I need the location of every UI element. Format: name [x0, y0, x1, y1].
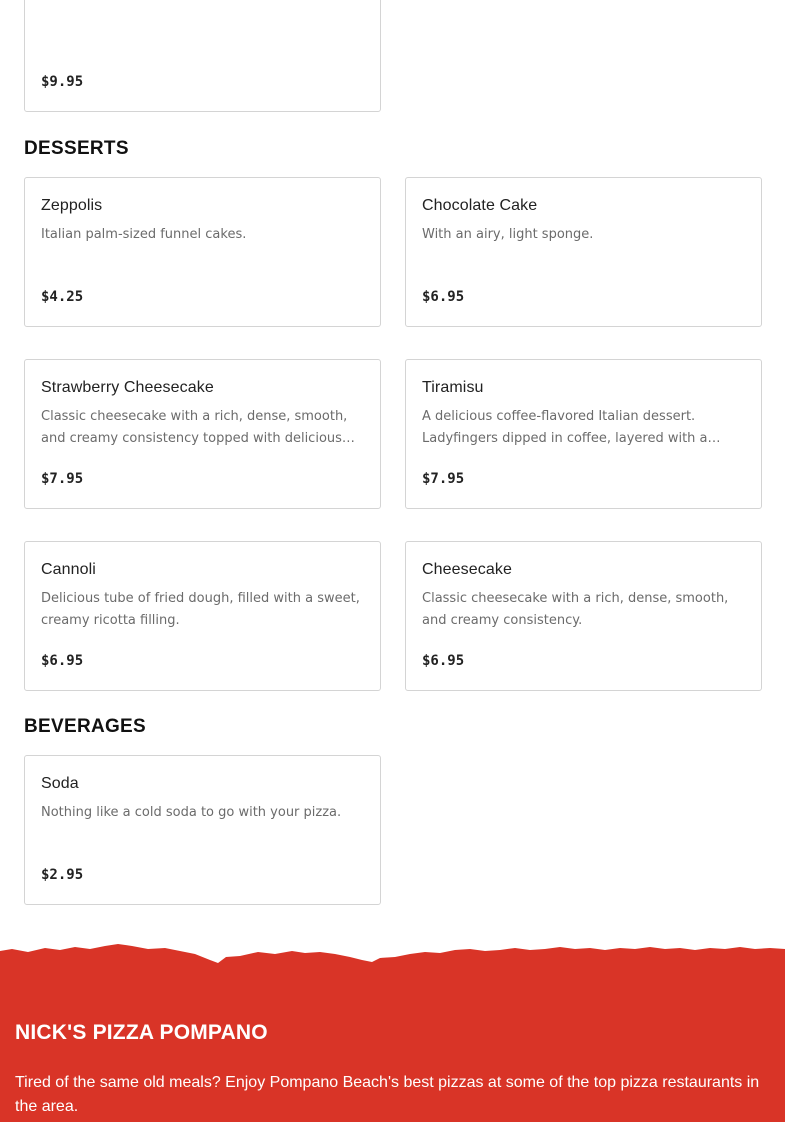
section-title-desserts: DESSERTS	[24, 138, 129, 159]
menu-item-card-strawberry-cheesecake[interactable]	[24, 359, 381, 509]
menu-item-price: $7.95	[422, 471, 465, 487]
menu-item-description: Classic cheesecake with a rich, dense, smooth, and creamy consistency topped with delicious…	[41, 409, 355, 446]
menu-item-name: Zeppolis	[41, 197, 103, 214]
menu-item-name: Cheesecake	[422, 561, 512, 578]
menu-item-name: Strawberry Cheesecake	[41, 379, 214, 396]
menu-item-price: $4.25	[41, 289, 84, 305]
menu-item-description: With an airy, light sponge.	[422, 227, 594, 242]
menu-item-description: A delicious coffee-flavored Italian dessert. Ladyfingers dipped in coffee, layered with a…	[422, 409, 721, 446]
menu-item-name: Cannoli	[41, 561, 96, 578]
menu-item-card[interactable]	[24, 0, 381, 112]
menu-item-card-cheesecake[interactable]	[405, 541, 762, 691]
menu-item-price: $6.95	[41, 653, 84, 669]
menu-item-price: $6.95	[422, 653, 465, 669]
menu-item-description: Classic cheesecake with a rich, dense, smooth, and creamy consistency.	[422, 591, 729, 628]
menu-item-name: Chocolate Cake	[422, 197, 538, 214]
footer-title: NICK'S PIZZA POMPANO	[15, 1021, 268, 1044]
menu-item-card-zeppolis[interactable]	[24, 177, 381, 327]
menu-item-price: $7.95	[41, 471, 84, 487]
footer-description: Tired of the same old meals? Enjoy Pompano Beach's best pizzas at some of the top pizza restaurants in the area.	[15, 1074, 760, 1115]
menu-item-card-chocolate-cake[interactable]	[405, 177, 762, 327]
menu-item-description: Delicious tube of fried dough, filled with a sweet, creamy ricotta filling.	[41, 591, 360, 628]
menu-item-name: Tiramisu	[422, 379, 484, 396]
site-footer	[0, 940, 785, 1122]
menu-item-price: $6.95	[422, 289, 465, 305]
menu-item-description: Italian palm-sized funnel cakes.	[41, 227, 247, 242]
menu-item-description: Nothing like a cold soda to go with your pizza.	[41, 805, 342, 820]
menu-item-card-cannoli[interactable]	[24, 541, 381, 691]
menu-item-card-tiramisu[interactable]	[405, 359, 762, 509]
menu-item-price: $9.95	[41, 74, 84, 90]
menu-item-name: Soda	[41, 775, 79, 792]
menu-item-card-soda[interactable]	[24, 755, 381, 905]
section-title-beverages: BEVERAGES	[24, 716, 147, 737]
menu-item-price: $2.95	[41, 867, 84, 883]
